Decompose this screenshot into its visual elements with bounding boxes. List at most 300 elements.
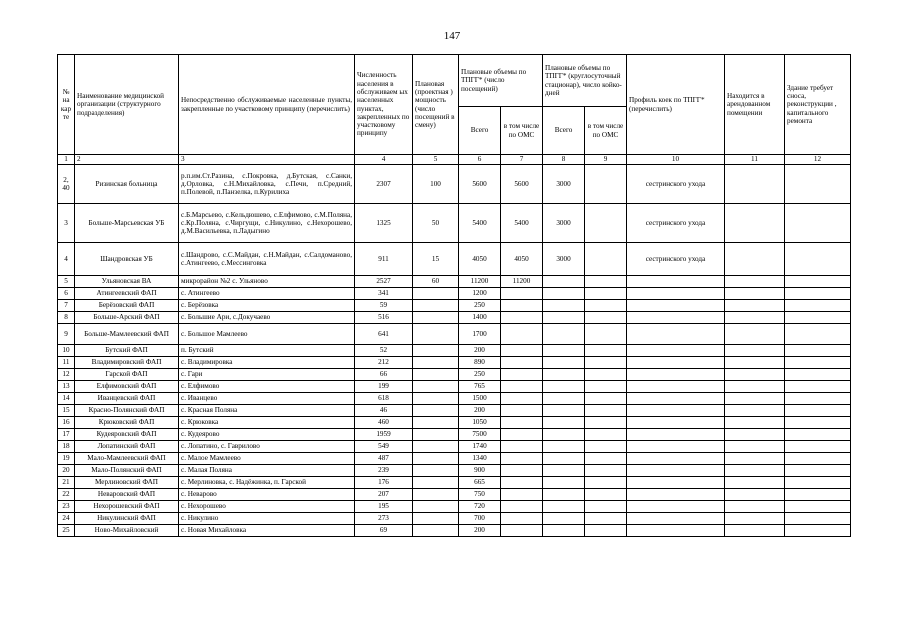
settlements-cell: с. Красная Поляна [179, 405, 355, 417]
row-number-cell: 16 [58, 417, 75, 429]
rented-cell [725, 369, 785, 381]
settlements-cell: с. Большое Мамлеево [179, 324, 355, 345]
demolition-cell [785, 345, 851, 357]
beddays-oms-cell [585, 513, 627, 525]
demolition-cell [785, 465, 851, 477]
table-row [58, 477, 851, 489]
population-cell: 66 [355, 369, 413, 381]
bed-profile-cell [627, 513, 725, 525]
row-number-cell: 18 [58, 441, 75, 453]
rented-cell [725, 312, 785, 324]
demolition-cell [785, 288, 851, 300]
beddays-total-cell [543, 405, 585, 417]
rented-cell [725, 276, 785, 288]
visits-total-cell: 700 [459, 513, 501, 525]
population-cell: 911 [355, 243, 413, 276]
table-row [58, 369, 851, 381]
capacity-cell [413, 453, 459, 465]
column-number: 3 [179, 155, 355, 165]
beddays-oms-cell [585, 300, 627, 312]
bed-profile-cell [627, 324, 725, 345]
settlements-cell: с.Шандрово, с.С.Майдан, с.Н.Майдан, с.Салдоманово, с.Атингеево, с.Мессинговка [179, 243, 355, 276]
bed-profile-cell [627, 276, 725, 288]
demolition-cell [785, 417, 851, 429]
row-number-cell: 7 [58, 300, 75, 312]
rented-cell [725, 489, 785, 501]
beddays-total-cell [543, 369, 585, 381]
beddays-oms-cell [585, 276, 627, 288]
visits-oms-cell [501, 324, 543, 345]
table-row [58, 489, 851, 501]
visits-oms-cell [501, 357, 543, 369]
settlements-cell: с.Б.Марсьево, с.Кельдюшево, с.Елфимово, с.М.Поляна, с.Кр.Поляна, с.Чиргущи, с.Никулино, с.Нехорошево, д.М.Васильевка, п.Ладыгино [179, 204, 355, 243]
population-cell: 1325 [355, 204, 413, 243]
row-number-cell: 2, 40 [58, 165, 75, 204]
demolition-cell [785, 312, 851, 324]
table-row [58, 300, 851, 312]
demolition-cell [785, 243, 851, 276]
table-row [58, 345, 851, 357]
visits-oms-cell: 5600 [501, 165, 543, 204]
column-number: 11 [725, 155, 785, 165]
organization-cell: Мало-Полянский ФАП [75, 465, 179, 477]
rented-cell [725, 165, 785, 204]
header-visits-oms: в том числе по ОМС [501, 107, 543, 155]
column-number: 6 [459, 155, 501, 165]
beddays-oms-cell [585, 477, 627, 489]
beddays-oms-cell [585, 243, 627, 276]
bed-profile-cell [627, 381, 725, 393]
demolition-cell [785, 369, 851, 381]
beddays-total-cell [543, 429, 585, 441]
column-number: 5 [413, 155, 459, 165]
visits-total-cell: 11200 [459, 276, 501, 288]
demolition-cell [785, 165, 851, 204]
organization-cell: Бутский ФАП [75, 345, 179, 357]
population-cell: 2527 [355, 276, 413, 288]
visits-oms-cell [501, 369, 543, 381]
header-capacity: Плановая (проектная ) мощность (число посещений в смену) [413, 55, 459, 155]
beddays-oms-cell [585, 525, 627, 537]
table-row [58, 513, 851, 525]
capacity-cell [413, 501, 459, 513]
beddays-total-cell [543, 501, 585, 513]
row-number-cell: 21 [58, 477, 75, 489]
population-cell: 176 [355, 477, 413, 489]
visits-oms-cell [501, 441, 543, 453]
visits-oms-cell [501, 393, 543, 405]
population-cell: 239 [355, 465, 413, 477]
rented-cell [725, 441, 785, 453]
organization-cell: Больше-Мамлеевский ФАП [75, 324, 179, 345]
capacity-cell: 50 [413, 204, 459, 243]
beddays-total-cell [543, 477, 585, 489]
facilities-table [57, 54, 851, 537]
organization-cell: Крюковский ФАП [75, 417, 179, 429]
visits-total-cell: 200 [459, 345, 501, 357]
organization-cell: Никулинский ФАП [75, 513, 179, 525]
organization-cell: Берёзовский ФАП [75, 300, 179, 312]
rented-cell [725, 300, 785, 312]
row-number-cell: 4 [58, 243, 75, 276]
visits-total-cell: 665 [459, 477, 501, 489]
bed-profile-cell [627, 345, 725, 357]
bed-profile-cell: сестринского ухода [627, 204, 725, 243]
visits-oms-cell [501, 501, 543, 513]
bed-profile-cell [627, 417, 725, 429]
population-cell: 69 [355, 525, 413, 537]
table-row [58, 288, 851, 300]
rented-cell [725, 357, 785, 369]
visits-total-cell: 1740 [459, 441, 501, 453]
visits-oms-cell: 5400 [501, 204, 543, 243]
header-visits-total: Всего [459, 107, 501, 155]
visits-total-cell: 890 [459, 357, 501, 369]
organization-cell: Лопатинский ФАП [75, 441, 179, 453]
organization-cell: Атингеевский ФАП [75, 288, 179, 300]
demolition-cell [785, 501, 851, 513]
beddays-total-cell [543, 393, 585, 405]
beddays-oms-cell [585, 489, 627, 501]
beddays-total-cell [543, 417, 585, 429]
capacity-cell [413, 525, 459, 537]
capacity-cell [413, 405, 459, 417]
table-row [58, 441, 851, 453]
row-number-cell: 8 [58, 312, 75, 324]
column-number: 10 [627, 155, 725, 165]
demolition-cell [785, 393, 851, 405]
demolition-cell [785, 357, 851, 369]
visits-oms-cell [501, 477, 543, 489]
beddays-total-cell: 3000 [543, 165, 585, 204]
settlements-cell: с. Кудеярово [179, 429, 355, 441]
bed-profile-cell [627, 441, 725, 453]
population-cell: 618 [355, 393, 413, 405]
demolition-cell [785, 300, 851, 312]
bed-profile-cell [627, 312, 725, 324]
column-number: 8 [543, 155, 585, 165]
rented-cell [725, 429, 785, 441]
table-row [58, 405, 851, 417]
table-row [58, 393, 851, 405]
capacity-cell [413, 477, 459, 489]
beddays-total-cell [543, 489, 585, 501]
demolition-cell [785, 513, 851, 525]
row-number-cell: 22 [58, 489, 75, 501]
column-number-row [58, 155, 851, 165]
population-cell: 487 [355, 453, 413, 465]
table-row [58, 417, 851, 429]
capacity-cell [413, 465, 459, 477]
organization-cell: Ризинская больница [75, 165, 179, 204]
row-number-cell: 20 [58, 465, 75, 477]
row-number-cell: 5 [58, 276, 75, 288]
visits-total-cell: 200 [459, 525, 501, 537]
beddays-total-cell [543, 324, 585, 345]
population-cell: 212 [355, 357, 413, 369]
rented-cell [725, 477, 785, 489]
population-cell: 341 [355, 288, 413, 300]
column-number: 9 [585, 155, 627, 165]
header-population: Численность населения в обслуживаем ых населенных пунктах, закрепленных по участковому принципу [355, 55, 413, 155]
organization-cell: Мерлиновский ФАП [75, 477, 179, 489]
header-beddays-oms: в том числе по ОМС [585, 107, 627, 155]
organization-cell: Нехорошевский ФАП [75, 501, 179, 513]
visits-oms-cell: 4050 [501, 243, 543, 276]
population-cell: 199 [355, 381, 413, 393]
table-row [58, 525, 851, 537]
organization-cell: Ново-Михайловский [75, 525, 179, 537]
row-number-cell: 3 [58, 204, 75, 243]
capacity-cell [413, 441, 459, 453]
capacity-cell: 15 [413, 243, 459, 276]
beddays-total-cell [543, 276, 585, 288]
rented-cell [725, 405, 785, 417]
settlements-cell: с. Нехорошево [179, 501, 355, 513]
settlements-cell: с. Гари [179, 369, 355, 381]
header-number: № на кар те [58, 55, 75, 155]
beddays-oms-cell [585, 381, 627, 393]
capacity-cell [413, 300, 459, 312]
visits-oms-cell [501, 453, 543, 465]
settlements-cell: с. Владимировка [179, 357, 355, 369]
header-bed-profile: Профиль коек по ТПГГ* (перечислить) [627, 55, 725, 155]
capacity-cell [413, 429, 459, 441]
row-number-cell: 9 [58, 324, 75, 345]
bed-profile-cell [627, 429, 725, 441]
demolition-cell [785, 489, 851, 501]
row-number-cell: 15 [58, 405, 75, 417]
settlements-cell: с. Мерлиновка, с. Надёжинка, п. Гарской [179, 477, 355, 489]
table-row [58, 324, 851, 345]
bed-profile-cell [627, 405, 725, 417]
table-row [58, 453, 851, 465]
organization-cell: Неваровский ФАП [75, 489, 179, 501]
demolition-cell [785, 453, 851, 465]
bed-profile-cell [627, 453, 725, 465]
demolition-cell [785, 441, 851, 453]
visits-total-cell: 250 [459, 369, 501, 381]
settlements-cell: п. Бутский [179, 345, 355, 357]
capacity-cell: 60 [413, 276, 459, 288]
visits-oms-cell: 11200 [501, 276, 543, 288]
settlements-cell: с. Никулино [179, 513, 355, 525]
header-organization: Наименование медицинской организации (структурного подразделения) [75, 55, 179, 155]
header-rented: Находится в арендованном помещении [725, 55, 785, 155]
rented-cell [725, 453, 785, 465]
table-row [58, 312, 851, 324]
beddays-oms-cell [585, 417, 627, 429]
visits-oms-cell [501, 513, 543, 525]
table-row [58, 501, 851, 513]
row-number-cell: 13 [58, 381, 75, 393]
demolition-cell [785, 405, 851, 417]
rented-cell [725, 393, 785, 405]
visits-total-cell: 1700 [459, 324, 501, 345]
rented-cell [725, 243, 785, 276]
table-row [58, 357, 851, 369]
capacity-cell [413, 393, 459, 405]
beddays-total-cell [543, 525, 585, 537]
visits-oms-cell [501, 300, 543, 312]
beddays-oms-cell [585, 345, 627, 357]
visits-total-cell: 5600 [459, 165, 501, 204]
population-cell: 1959 [355, 429, 413, 441]
organization-cell: Больше-Марсьевская УБ [75, 204, 179, 243]
visits-total-cell: 900 [459, 465, 501, 477]
row-number-cell: 14 [58, 393, 75, 405]
population-cell: 2307 [355, 165, 413, 204]
beddays-oms-cell [585, 357, 627, 369]
row-number-cell: 17 [58, 429, 75, 441]
table-row [58, 465, 851, 477]
beddays-oms-cell [585, 369, 627, 381]
capacity-cell [413, 288, 459, 300]
population-cell: 549 [355, 441, 413, 453]
visits-oms-cell [501, 312, 543, 324]
column-number: 1 [58, 155, 75, 165]
beddays-oms-cell [585, 441, 627, 453]
bed-profile-cell [627, 501, 725, 513]
rented-cell [725, 204, 785, 243]
population-cell: 207 [355, 489, 413, 501]
visits-total-cell: 1500 [459, 393, 501, 405]
rented-cell [725, 417, 785, 429]
settlements-cell: микрорайон №2 с. Ульяново [179, 276, 355, 288]
bed-profile-cell [627, 393, 725, 405]
bed-profile-cell: сестринского ухода [627, 165, 725, 204]
visits-total-cell: 250 [459, 300, 501, 312]
demolition-cell [785, 381, 851, 393]
beddays-oms-cell [585, 501, 627, 513]
beddays-total-cell: 3000 [543, 204, 585, 243]
row-number-cell: 25 [58, 525, 75, 537]
row-number-cell: 23 [58, 501, 75, 513]
visits-oms-cell [501, 381, 543, 393]
beddays-total-cell [543, 312, 585, 324]
beddays-oms-cell [585, 393, 627, 405]
table-row [58, 381, 851, 393]
capacity-cell [413, 513, 459, 525]
header-planned-visits: Плановые объемы по ТПГГ* (число посещений) [459, 55, 543, 107]
bed-profile-cell: сестринского ухода [627, 243, 725, 276]
bed-profile-cell [627, 357, 725, 369]
population-cell: 273 [355, 513, 413, 525]
beddays-total-cell [543, 453, 585, 465]
beddays-total-cell [543, 300, 585, 312]
demolition-cell [785, 429, 851, 441]
population-cell: 516 [355, 312, 413, 324]
organization-cell: Кудеяровский ФАП [75, 429, 179, 441]
header-beddays-total: Всего [543, 107, 585, 155]
capacity-cell [413, 324, 459, 345]
capacity-cell [413, 381, 459, 393]
beddays-oms-cell [585, 405, 627, 417]
table-row [58, 204, 851, 243]
visits-total-cell: 7500 [459, 429, 501, 441]
column-number: 2 [75, 155, 179, 165]
table-body [58, 155, 851, 537]
settlements-cell: с. Лопатино, с. Гаврилово [179, 441, 355, 453]
rented-cell [725, 381, 785, 393]
table-row [58, 276, 851, 288]
visits-total-cell: 4050 [459, 243, 501, 276]
rented-cell [725, 465, 785, 477]
row-number-cell: 11 [58, 357, 75, 369]
capacity-cell [413, 312, 459, 324]
beddays-total-cell [543, 465, 585, 477]
demolition-cell [785, 276, 851, 288]
table-row [58, 165, 851, 204]
demolition-cell [785, 204, 851, 243]
bed-profile-cell [627, 465, 725, 477]
bed-profile-cell [627, 369, 725, 381]
visits-total-cell: 1050 [459, 417, 501, 429]
population-cell: 52 [355, 345, 413, 357]
visits-total-cell: 750 [459, 489, 501, 501]
demolition-cell [785, 525, 851, 537]
column-number: 4 [355, 155, 413, 165]
visits-oms-cell [501, 465, 543, 477]
row-number-cell: 6 [58, 288, 75, 300]
organization-cell: Ульяновская ВА [75, 276, 179, 288]
bed-profile-cell [627, 489, 725, 501]
rented-cell [725, 525, 785, 537]
column-number: 12 [785, 155, 851, 165]
capacity-cell [413, 369, 459, 381]
visits-total-cell: 720 [459, 501, 501, 513]
organization-cell: Иванцевский ФАП [75, 393, 179, 405]
beddays-oms-cell [585, 288, 627, 300]
settlements-cell: р.п.им.Ст.Разина, с.Покровка, д.Бутская, с.Санки, д.Орловка, с.Н.Михайловка, с.Печи, п.Средний, п.Полевой, п.Панзелка, п.Курилиха [179, 165, 355, 204]
settlements-cell: с. Иванцево [179, 393, 355, 405]
visits-oms-cell [501, 429, 543, 441]
header-planned-beddays: Плановые объемы по ТПГГ* (круглосуточный стационар), число койко-дней [543, 55, 627, 107]
capacity-cell [413, 345, 459, 357]
visits-oms-cell [501, 405, 543, 417]
organization-cell: Мало-Мамлеевский ФАП [75, 453, 179, 465]
capacity-cell [413, 357, 459, 369]
visits-total-cell: 5400 [459, 204, 501, 243]
settlements-cell: с. Берёзовка [179, 300, 355, 312]
organization-cell: Красно-Полянский ФАП [75, 405, 179, 417]
population-cell: 641 [355, 324, 413, 345]
capacity-cell: 100 [413, 165, 459, 204]
organization-cell: Владимировский ФАП [75, 357, 179, 369]
header-settlements: Непосредственно обслуживаемые населенные пункты, закрепленные по участковому принципу (перечислить) [179, 55, 355, 155]
demolition-cell [785, 477, 851, 489]
rented-cell [725, 501, 785, 513]
visits-total-cell: 200 [459, 405, 501, 417]
demolition-cell [785, 324, 851, 345]
row-number-cell: 19 [58, 453, 75, 465]
beddays-oms-cell [585, 165, 627, 204]
capacity-cell [413, 489, 459, 501]
settlements-cell: с. Неварово [179, 489, 355, 501]
bed-profile-cell [627, 477, 725, 489]
rented-cell [725, 513, 785, 525]
visits-total-cell: 1400 [459, 312, 501, 324]
beddays-oms-cell [585, 465, 627, 477]
visits-oms-cell [501, 345, 543, 357]
beddays-oms-cell [585, 312, 627, 324]
page-number: 147 [443, 30, 461, 42]
beddays-total-cell [543, 288, 585, 300]
visits-oms-cell [501, 417, 543, 429]
beddays-total-cell [543, 441, 585, 453]
visits-total-cell: 765 [459, 381, 501, 393]
organization-cell: Елфимовский ФАП [75, 381, 179, 393]
